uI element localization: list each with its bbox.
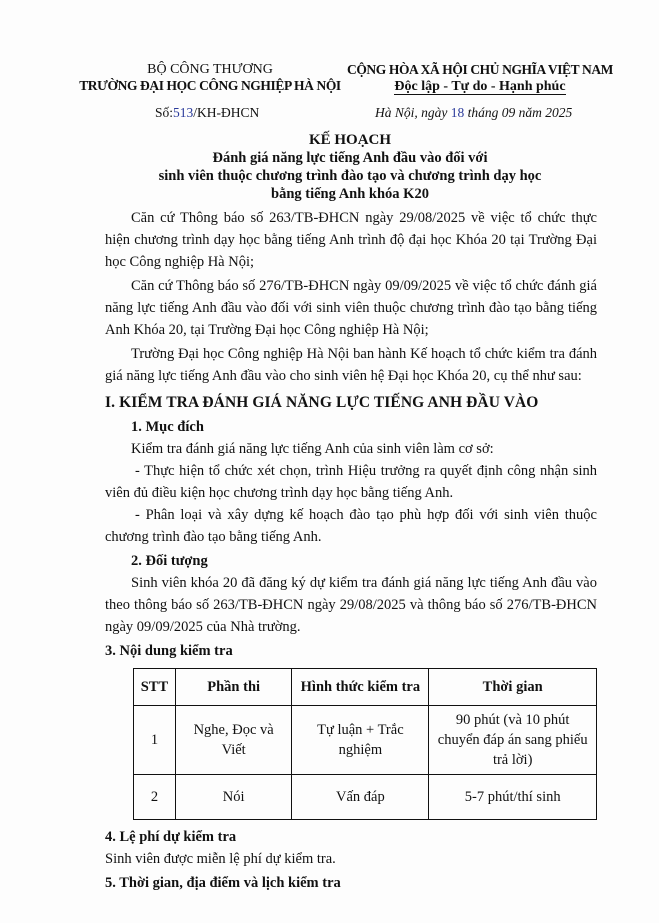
table-header: Thời gian [429, 669, 597, 706]
table-header: STT [134, 669, 176, 706]
nation-name: CỘNG HÒA XÃ HỘI CHỦ NGHĨA VIỆT NAM [346, 62, 614, 77]
fee-heading: 4. Lệ phí dự kiểm tra [105, 829, 237, 845]
table-cell: Nghe, Đọc và Viết [175, 706, 292, 775]
purpose-item: - Phân loại và xây dựng kế hoạch đào tạo phù hợp đối với sinh viên thuộc chương trình đào tạo bằng tiếng Anh. [105, 507, 597, 545]
intro-paragraph: Trường Đại học Công nghiệp Hà Nội ban hành Kế hoạch tổ chức kiểm tra đánh giá năng lực tiếng Anh đầu vào cho sinh viên hệ Đại học Khóa 20, cụ thể như sau: [105, 346, 597, 384]
title-line-1: Đánh giá năng lực tiếng Anh đầu vào đối với [212, 150, 488, 166]
national-motto: Độc lập - Tự do - Hạnh phúc [394, 79, 566, 94]
table-cell: Vấn đáp [292, 775, 429, 820]
table-header: Phần thi [175, 669, 292, 706]
content-heading: 3. Nội dung kiểm tra [105, 643, 233, 659]
table-cell: 2 [134, 775, 176, 820]
place-date: Hà Nội, ngày 18 tháng 09 năm 2025 [375, 105, 573, 120]
table-row [134, 775, 597, 820]
exam-table [133, 668, 597, 820]
purpose-heading: 1. Mục đích [131, 419, 204, 435]
national-heading [330, 62, 630, 95]
table-header: Hình thức kiểm tra [292, 669, 429, 706]
target-heading: 2. Đối tượng [131, 553, 208, 569]
table-cell: Tự luận + Trắc nghiệm [292, 706, 429, 775]
table-cell: Nói [175, 775, 292, 820]
document-body [105, 207, 597, 894]
schedule-heading: 5. Thời gian, địa điểm và lịch kiểm tra [105, 875, 341, 891]
document-number: Số:513/KH-ĐHCN [155, 105, 260, 120]
table-cell: 5-7 phút/thí sinh [429, 775, 597, 820]
document-title [120, 131, 580, 203]
school-name: TRƯỜNG ĐẠI HỌC CÔNG NGHIỆP HÀ NỘI [79, 78, 341, 93]
date-day: 18 [450, 105, 465, 120]
table-cell: 1 [134, 706, 176, 775]
table-cell: 90 phút (và 10 phút chuyển đáp án sang phiếu trả lời) [429, 706, 597, 775]
purpose-intro: Kiểm tra đánh giá năng lực tiếng Anh của sinh viên làm cơ sở: [131, 441, 494, 457]
issuer-block [60, 62, 360, 94]
purpose-item: - Thực hiện tổ chức xét chọn, trình Hiệu trưởng ra quyết định công nhận sinh viên đủ điều kiện học chương trình dạy học bằng tiếng Anh. [105, 463, 597, 501]
section-heading: I. KIỂM TRA ĐÁNH GIÁ NĂNG LỰC TIẾNG ANH ĐẦU VÀO [105, 394, 539, 411]
document-number-value: 513 [173, 105, 194, 120]
table-row [134, 706, 597, 775]
intro-paragraph: Căn cứ Thông báo số 263/TB-ĐHCN ngày 29/08/2025 về việc tổ chức thực hiện chương trình dạy học bằng tiếng Anh trình độ đại học Khóa 20 tại Trường Đại học Công nghiệp Hà Nội; [105, 210, 597, 270]
title-line-2: sinh viên thuộc chương trình đào tạo và chương trình dạy học [158, 168, 542, 184]
table-header-row [134, 669, 597, 706]
fee-text: Sinh viên được miễn lệ phí dự kiểm tra. [105, 851, 336, 867]
intro-paragraph: Căn cứ Thông báo số 276/TB-ĐHCN ngày 09/09/2025 về việc tổ chức đánh giá năng lực tiếng Anh đầu vào đối với sinh viên thuộc chương trình đào tạo bằng tiếng Anh Khóa 20, tại Trường Đại học Công nghiệp Hà Nội; [105, 278, 597, 338]
title-main: KẾ HOẠCH [308, 132, 392, 148]
title-line-3: bằng tiếng Anh khóa K20 [271, 186, 429, 202]
ministry-name: BỘ CÔNG THƯƠNG [147, 62, 273, 77]
target-text: Sinh viên khóa 20 đã đăng ký dự kiểm tra đánh giá năng lực tiếng Anh đầu vào theo thông báo số 263/TB-ĐHCN ngày 29/08/2025 và thông báo số 276/TB-ĐHCN ngày 09/09/2025 của Nhà trường. [105, 575, 597, 635]
